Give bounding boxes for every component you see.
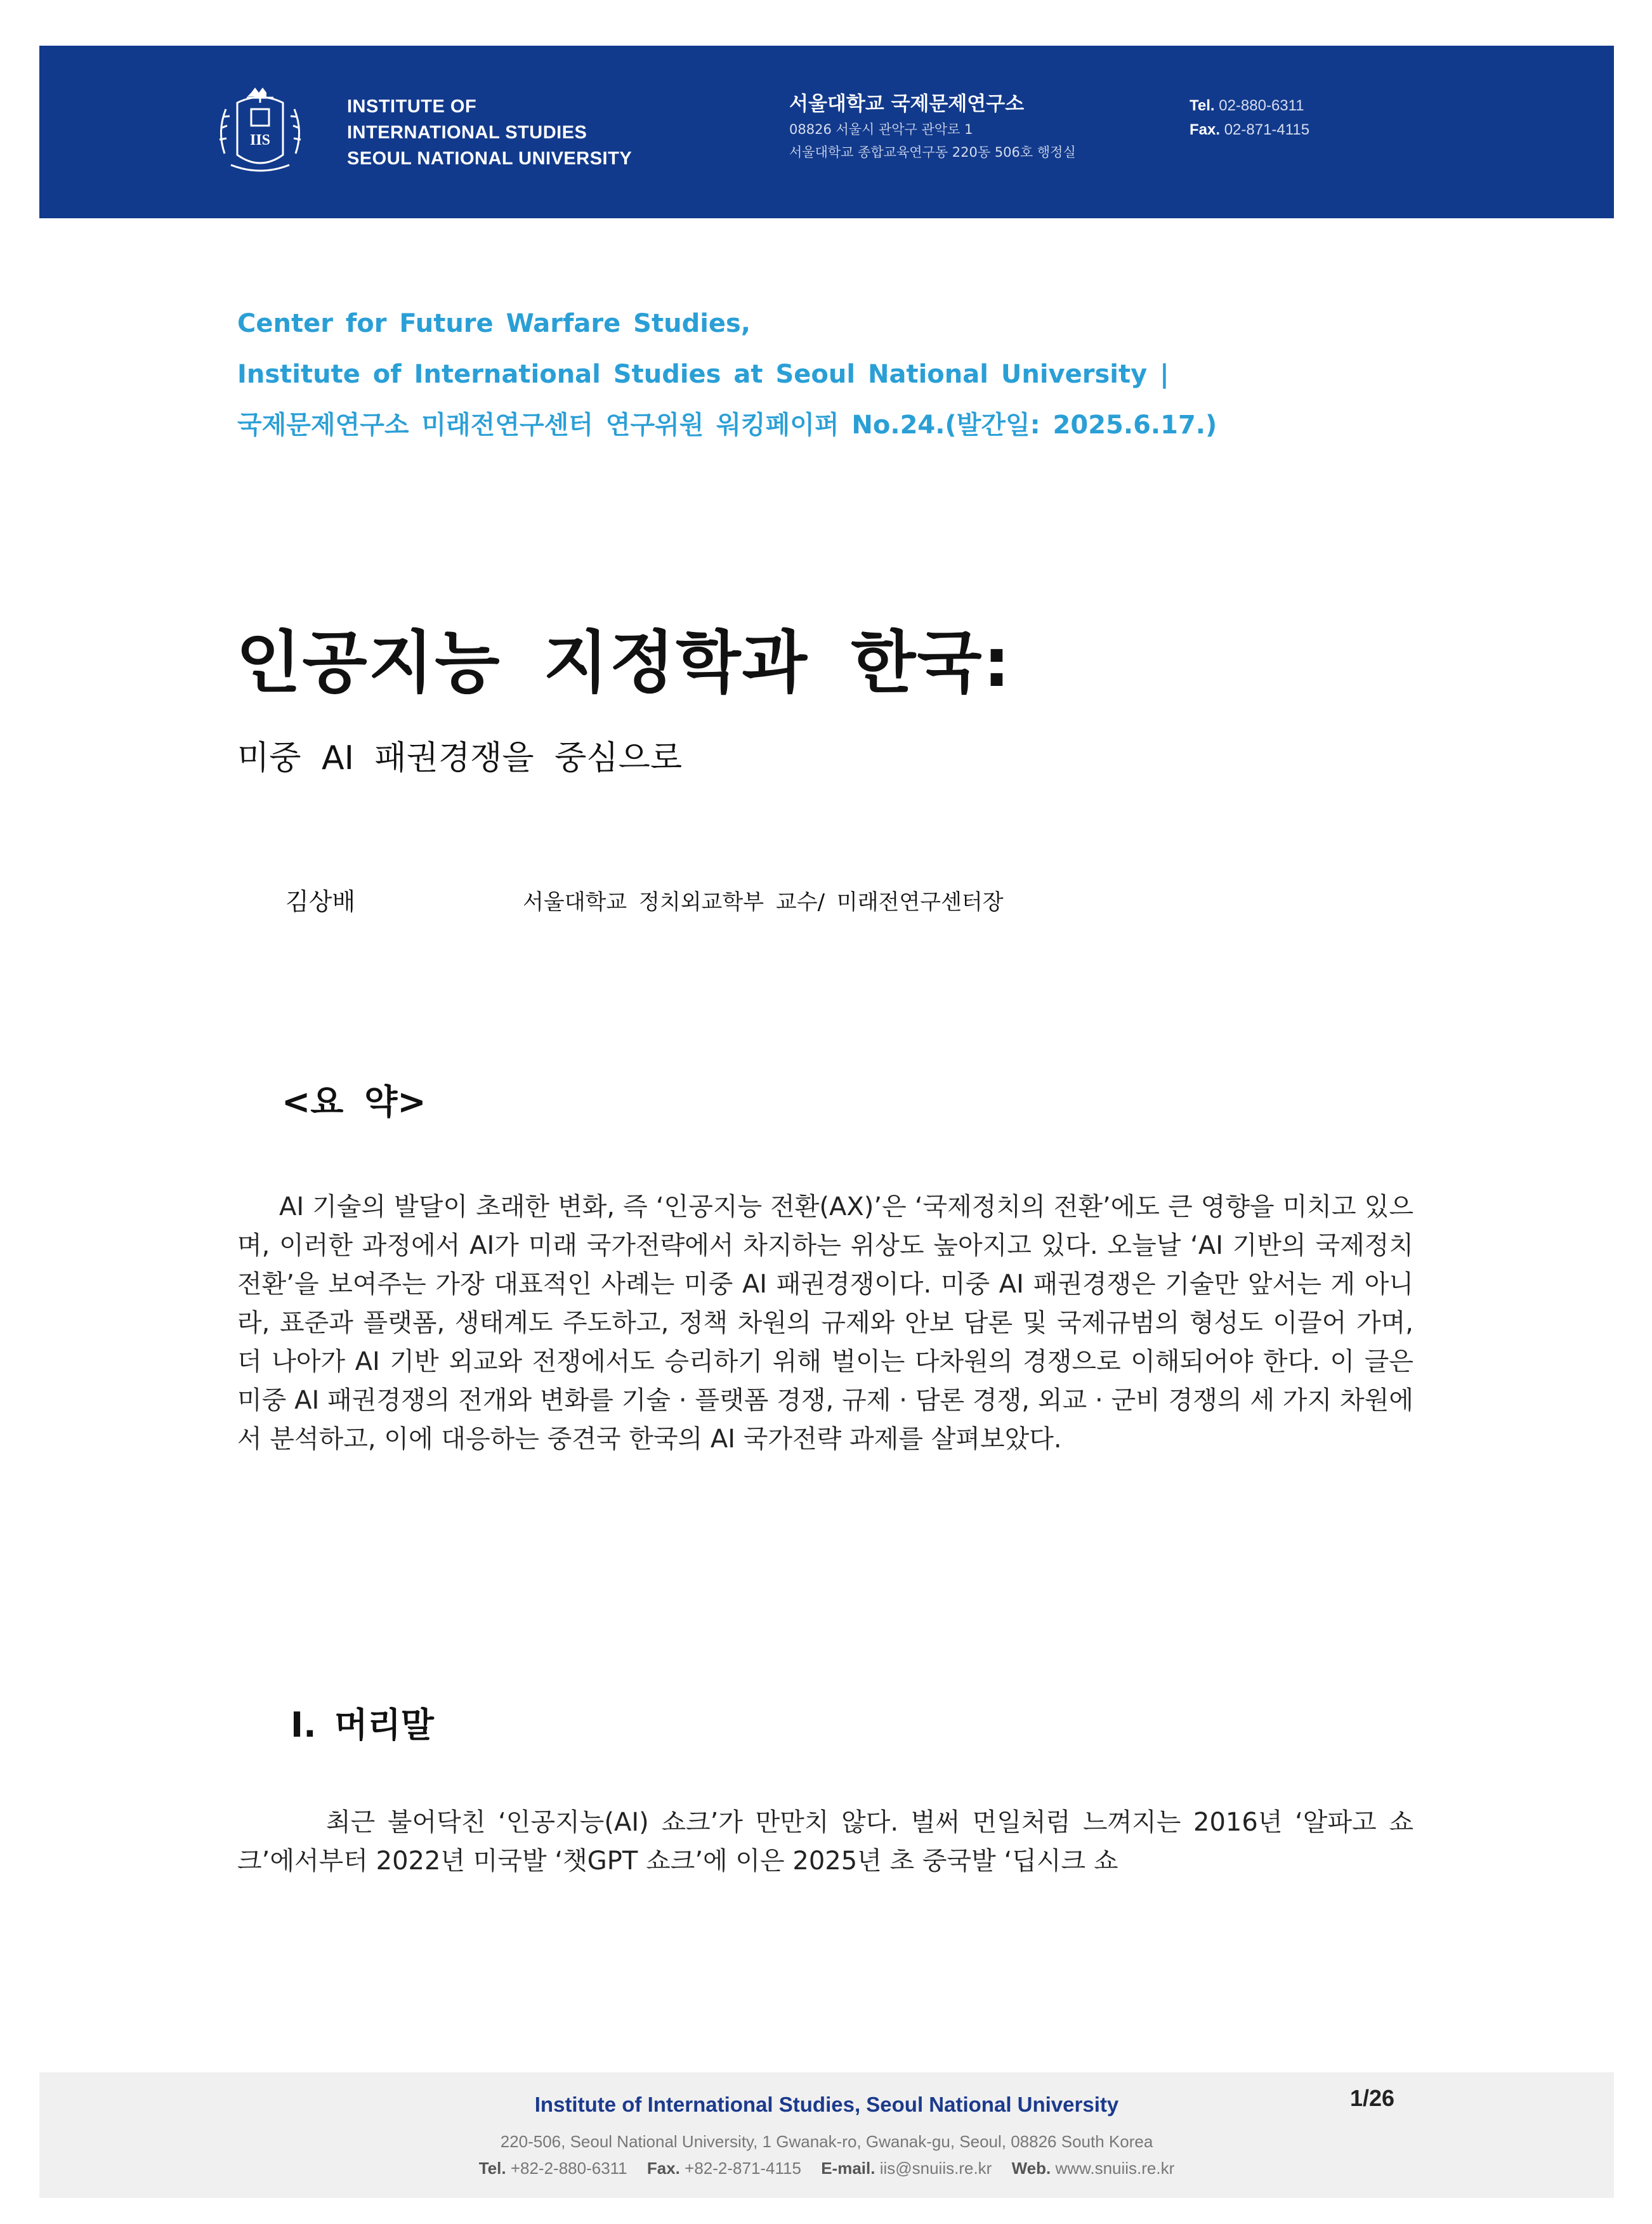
series-info [237, 298, 1217, 451]
footer-fax: +82-2-871-4115 [685, 2159, 801, 2178]
seal-text: IIS [249, 132, 271, 148]
institute-name-en-line: SEOUL NATIONAL UNIVERSITY [347, 148, 633, 169]
series-line-3: 국제문제연구소 미래전연구센터 연구위원 워킹페이퍼 No.24.(발간일: 2025.6.17.) [237, 411, 1217, 440]
footer-tel: +82-2-880-6311 [510, 2159, 627, 2178]
fax-line [1190, 118, 1309, 142]
address-line: 서울대학교 종합교육연구동 220동 506호 행정실 [789, 145, 1076, 160]
snu-seal-icon [212, 84, 308, 179]
institute-address-block [789, 90, 1076, 164]
footer [39, 2072, 1614, 2198]
footer-institute: Institute of International Studies, Seoul National University [534, 2093, 1119, 2116]
series-line-1: Center for Future Warfare Studies, [237, 309, 751, 338]
abstract-heading: <요 약> [282, 1082, 426, 1122]
section-paragraph: 최근 불어닥친 ‘인공지능(AI) 쇼크’가 만만치 않다. 벌써 먼일처럼 느껴지는 2016년 ‘알파고 쇼크’에서부터 2022년 미국발 ‘챗GPT 쇼크’에 이은 2025년 초 중국발 ‘딥시크 쇼 [237, 1808, 1413, 1876]
institute-name-en-line: INSTITUTE OF [347, 96, 477, 117]
footer-web: www.snuiis.re.kr [1055, 2159, 1175, 2178]
footer-tel-label: Tel. [478, 2159, 506, 2178]
footer-fax-label: Fax. [646, 2159, 680, 2178]
footer-address: 220-506, Seoul National University, 1 Gwanak-ro, Gwanak-gu, Seoul, 08826 South Korea [500, 2132, 1153, 2151]
institute-name-ko: 서울대학교 국제문제연구소 [789, 93, 1025, 115]
paper-subtitle: 미중 AI 패권경쟁을 중심으로 [237, 739, 683, 777]
institute-name-en-line: INTERNATIONAL STUDIES [347, 122, 587, 143]
paper-title: 인공지능 지정학과 한국: [236, 624, 1012, 702]
author-affiliation: 서울대학교 정치외교학부 교수/ 미래전연구센터장 [523, 890, 1004, 915]
footer-web-label: Web. [1011, 2159, 1051, 2178]
fax-number: 02-871-4115 [1224, 121, 1310, 138]
address-line: 08826 서울시 관악구 관악로 1 [789, 122, 973, 137]
page-number: 1/26 [1350, 2085, 1395, 2111]
header-contact [1190, 94, 1309, 142]
tel-label: Tel. [1190, 97, 1215, 114]
section-heading: Ⅰ. 머리말 [291, 1705, 434, 1745]
footer-email-label: E-mail. [821, 2159, 875, 2178]
footer-email: iis@snuiis.re.kr [879, 2159, 992, 2178]
author-name: 김상배 [285, 888, 356, 916]
fax-label: Fax. [1190, 121, 1221, 138]
abstract-text: AI 기술의 발달이 초래한 변화, 즉 ‘인공지능 전환(AX)’은 ‘국제정치의 전환’에도 큰 영향을 미치고 있으며, 이러한 과정에서 AI가 미래 국가전략에서 차지하는 위상도 높아지고 있다. 오늘날 ‘AI 기반의 국제정치 전환’을 보여주는 가장 대표적인 사례는 미중 AI 패권경쟁이다. 미중 AI 패권경쟁은 기술만 앞서는 게 아니라, 표준과 플랫폼, 생태계도 주도하고, 정책 차원의 규제와 안보 담론 및 국제규범의 형성도 이끌어 가며, 더 나아가 AI 기반 외교와 전쟁에서도 승리하기 위해 벌이는 다차원의 경쟁으로 이해되어야 한다. 이 글은 미중 AI 패권경쟁의 전개와 변화를 기술 · 플랫폼 경쟁, 규제 · 담론 경쟁, 외교 · 군비 경쟁의 세 가지 차원에서 분석하고, 이에 대응하는 중견국 한국의 AI 국가전략 과제를 살펴보았다. [237, 1192, 1413, 1454]
tel-number: 02-880-6311 [1219, 97, 1304, 114]
institute-name-en [347, 94, 632, 172]
series-line-2: Institute of International Studies at Seoul National University | [237, 360, 1169, 389]
footer-contact [39, 2159, 1614, 2178]
tel-line [1190, 94, 1309, 118]
header-banner [39, 46, 1614, 218]
